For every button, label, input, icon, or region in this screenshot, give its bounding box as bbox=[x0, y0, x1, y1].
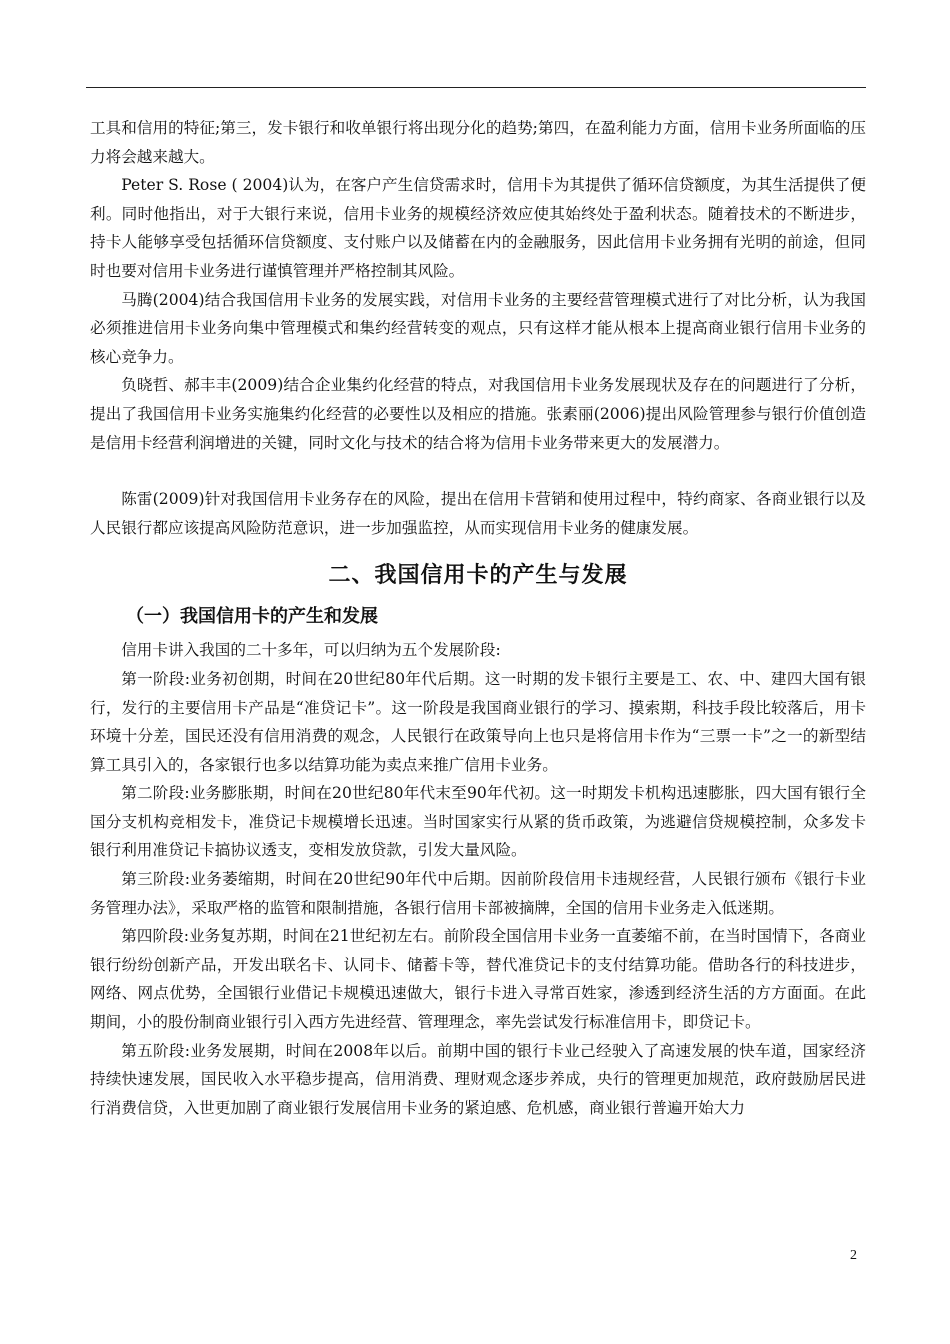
paragraph-peter-rose: Peter S. Rose ( 2004)认为，在客户产生信贷需求时，信用卡为其提供了循环信贷额度，为其生活提供了便利。同时他指出，对于大银行来说，信用卡业务的规模经济效应使其始终处于盈利状态。随着技术的不断进步，持卡人能够享受包括循环信贷额度、支付账户以及储蓄在内的金融服务，因此信用卡业务拥有光明的前途，但同时也要对信用卡业务进行谨慎管理并严格控制其风险。 bbox=[90, 176, 866, 280]
section-heading: 二、我国信用卡的产生与发展 bbox=[328, 563, 628, 589]
header-rule bbox=[86, 87, 866, 88]
paragraph-ma-teng: 马腾(2004)结合我国信用卡业务的发展实践，对信用卡业务的主要经营管理模式进行了对比分析，认为我国必须推进信用卡业务向集中管理模式和集约经营转变的观点，只有这样才能从根本上提高商业银行信用卡业务的核心竞争力。 bbox=[90, 290, 866, 366]
paragraph-stage-2: 第二阶段:业务膨胀期，时间在20世纪80年代末至90年代初。这一时期发卡机构迅速膨胀，四大国有银行全国分支机构竞相发卡，准贷记卡规模增长迅速。当时国家实行从紧的货币政策，为逃避信贷规模控制，众多发卡银行利用准贷记卡搞协议透支，变相发放贷款，引发大量风险。 bbox=[90, 784, 866, 860]
subsection-heading: （一）我国信用卡的产生和发展 bbox=[126, 606, 378, 628]
paragraph-fu-xiaozhe: 负晓哲、郝丰丰(2009)结合企业集约化经营的特点，对我国信用卡业务发展现状及存在的问题进行了分析，提出了我国信用卡业务实施集约化经营的必要性以及相应的措施。张素丽(2006)提出风险管理参与银行价值创造是信用卡经营利润增进的关键，同时文化与技术的结合将为信用卡业务带来更大的发展潜力。 bbox=[90, 376, 866, 452]
paragraph-stages-intro: 信用卡讲入我国的二十多年，可以归纳为五个发展阶段: bbox=[121, 641, 501, 660]
paragraph-stage-1: 第一阶段:业务初创期，时间在20世纪80年代后期。这一时期的发卡银行主要是工、农、中、建四大国有银行，发行的主要信用卡产品是“准贷记卡”。这一阶段是我国商业银行的学习、摸索期，科技手段比较落后，用卡环境十分差，国民还没有信用消费的观念，人民银行在政策导向上也只是将信用卡作为“三票一卡”之一的新型结算工具引入的，各家银行也多以结算功能为卖点来推广信用卡业务。 bbox=[90, 669, 866, 774]
paragraph-stage-3: 第三阶段:业务萎缩期，时间在20世纪90年代中后期。因前阶段信用卡违规经营，人民银行颁布《银行卡业务管理办法》，采取严格的监管和限制措施，各银行信用卡部被摘牌，全国的信用卡业务走入低迷期。 bbox=[90, 870, 866, 917]
paragraph-continued: 工具和信用的特征;第三，发卡银行和收单银行将出现分化的趋势;第四，在盈利能力方面，信用卡业务所面临的压力将会越来越大。 bbox=[90, 119, 866, 166]
page-number: 2 bbox=[850, 1248, 857, 1263]
paragraph-chen-lei: 陈雷(2009)针对我国信用卡业务存在的风险，提出在信用卡营销和使用过程中，特约商家、各商业银行以及人民银行都应该提高风险防范意识，进一步加强监控，从而实现信用卡业务的健康发展。 bbox=[90, 490, 866, 537]
page-body bbox=[90, 114, 866, 1122]
paragraph-stage-5: 第五阶段:业务发展期，时间在2008年以后。前期中国的银行卡业己经驶入了高速发展的快车道，国家经济持续快速发展，国民收入水平稳步提高，信用消费、理财观念逐步养成，央行的管理更加规范，政府鼓励居民进行消费信贷，入世更加剧了商业银行发展信用卡业务的紧迫感、危机感，商业银行普遍开始大力 bbox=[90, 1041, 866, 1117]
paragraph-stage-4: 第四阶段:业务复苏期，时间在21世纪初左右。前阶段全国信用卡业务一直萎缩不前，在当时国情下，各商业银行纷纷创新产品，开发出联名卡、认同卡、储蓄卡等，替代准贷记卡的支付结算功能。借助各行的科技进步，网络、网点优势，全国银行业借记卡规模迅速做大，银行卡进入寻常百姓家，渗透到经济生活的方方面面。在此期间，小的股份制商业银行引入西方先进经营、管理理念，率先尝试发行标准信用卡，即贷记卡。 bbox=[90, 927, 866, 1032]
paragraph-gap bbox=[90, 457, 866, 485]
